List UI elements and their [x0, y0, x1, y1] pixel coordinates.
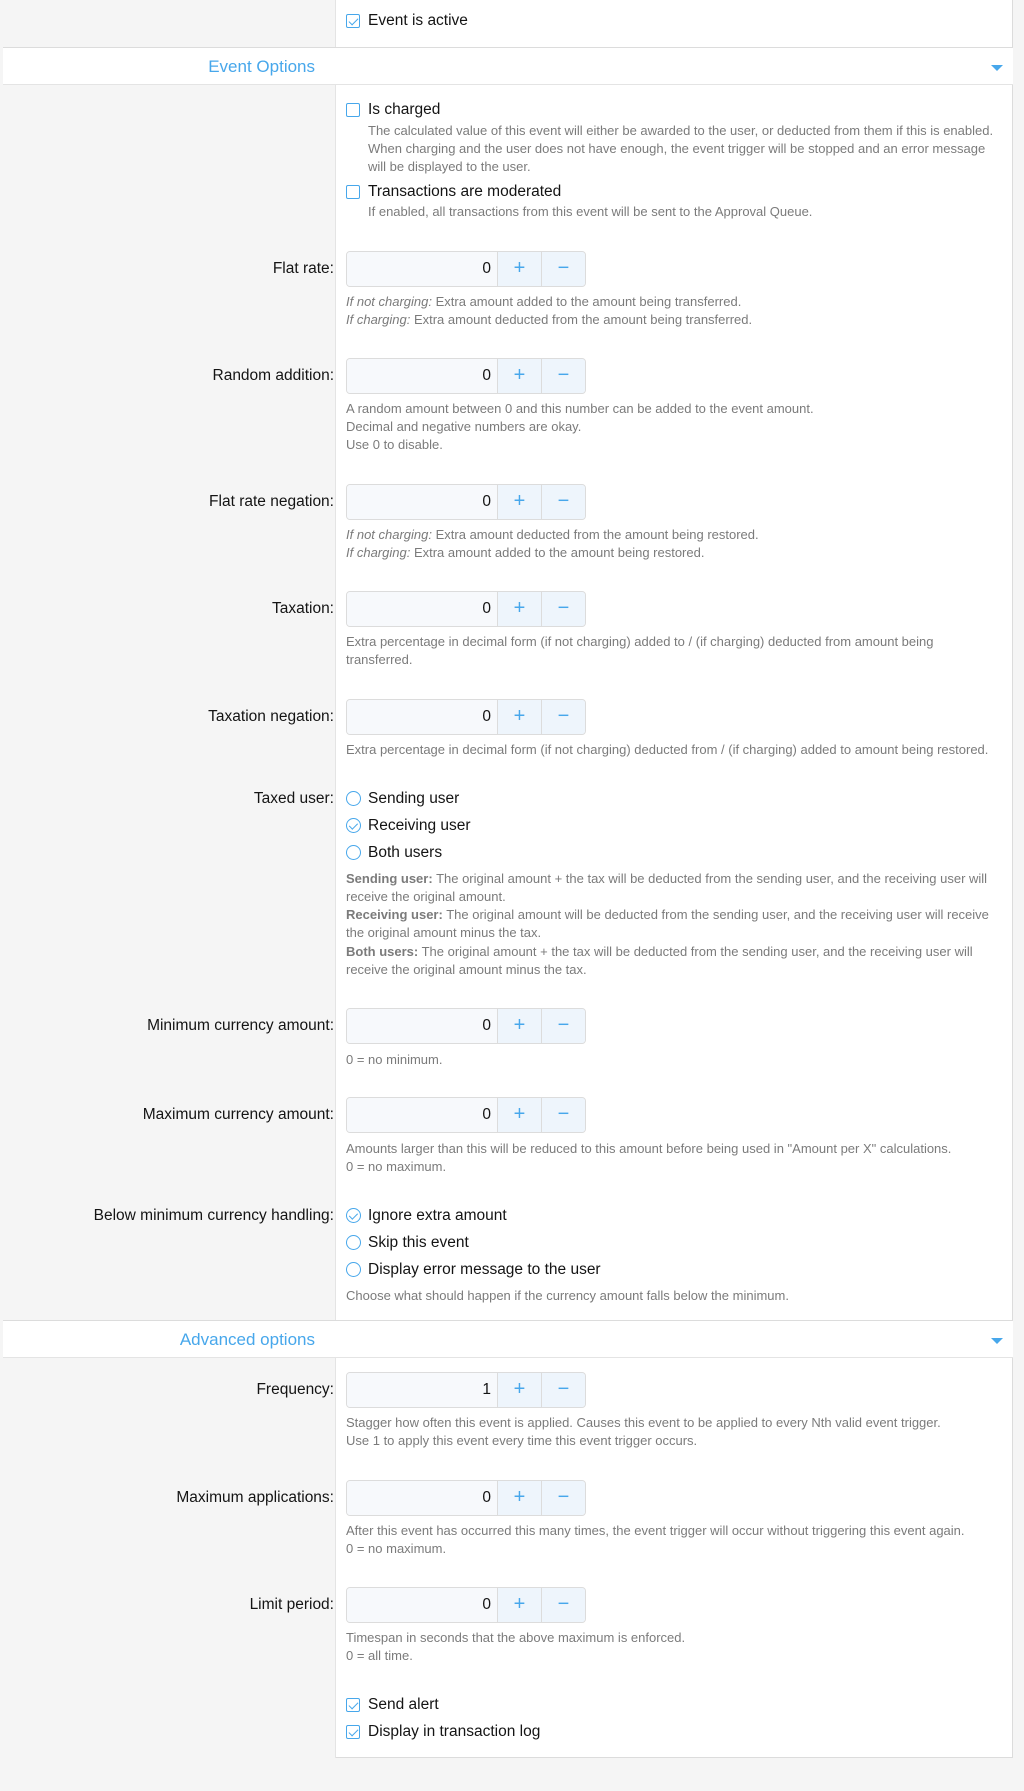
min-currency-label: Minimum currency amount:	[147, 1017, 334, 1034]
chevron-down-icon[interactable]	[991, 65, 1003, 71]
max-applications-label: Maximum applications:	[176, 1489, 334, 1506]
min-currency-input[interactable]	[347, 1009, 497, 1043]
flat-rate-negation-input[interactable]	[347, 485, 497, 519]
send-alert-checkbox[interactable]	[346, 1698, 360, 1712]
max-currency-label: Maximum currency amount:	[142, 1106, 334, 1123]
minus-icon[interactable]: −	[541, 1481, 585, 1515]
max-applications-hint-2: 0 = no maximum.	[346, 1541, 447, 1556]
flat-rate-input[interactable]	[347, 252, 497, 286]
taxed-user-hint-sending: Sending user: The original amount + the tax will be deducted from the sending user, and the receiving user will receive the original amount.	[346, 871, 988, 904]
max-currency-hint-2: 0 = no maximum.	[346, 1159, 447, 1174]
minus-icon[interactable]: −	[541, 1098, 585, 1132]
limit-period-input[interactable]	[347, 1588, 497, 1622]
moderated-label: Transactions are moderated	[368, 183, 562, 200]
plus-icon[interactable]: +	[497, 252, 541, 286]
below-min-option-ignore: Ignore extra amount	[368, 1207, 507, 1224]
below-min-radio-error[interactable]	[346, 1262, 361, 1277]
taxation-hint: Extra percentage in decimal form (if not charging) added to / (if charging) deducted from amount being transferred.	[346, 634, 934, 667]
taxed-user-hint-both: Both users: The original amount + the tax will be deducted from the sending user, and the receiving user will receive the original amount minus the tax.	[346, 944, 973, 977]
moderated-hint: If enabled, all transactions from this event will be sent to the Approval Queue.	[368, 204, 813, 219]
send-alert-label: Send alert	[368, 1696, 439, 1713]
min-currency-hint: 0 = no minimum.	[346, 1052, 443, 1067]
plus-icon[interactable]: +	[497, 1009, 541, 1043]
taxed-user-radio-sending[interactable]	[346, 791, 361, 806]
chevron-down-icon[interactable]	[991, 1338, 1003, 1344]
below-min-hint: Choose what should happen if the currency amount falls below the minimum.	[346, 1288, 789, 1303]
event-active-label: Event is active	[368, 12, 468, 29]
max-currency-stepper	[346, 1097, 586, 1133]
minus-icon[interactable]: −	[541, 1588, 585, 1622]
below-min-radio-ignore[interactable]	[346, 1208, 361, 1223]
flat-rate-negation-hint-2: If charging: Extra amount added to the amount being restored.	[346, 545, 705, 560]
flat-rate-negation-label: Flat rate negation:	[209, 493, 334, 510]
event-options-header[interactable]	[3, 47, 1013, 85]
flat-rate-hint-1: If not charging: Extra amount added to the amount being transferred.	[346, 294, 742, 309]
taxation-stepper	[346, 591, 586, 627]
label-column	[3, 1358, 336, 1758]
frequency-hint-1: Stagger how often this event is applied. Causes this event to be applied to every Nth valid event trigger.	[346, 1415, 941, 1430]
plus-icon[interactable]: +	[497, 485, 541, 519]
is-charged-checkbox[interactable]	[346, 103, 360, 117]
max-currency-hint-1: Amounts larger than this will be reduced to this amount before being used in "Amount per X" calculations.	[346, 1141, 952, 1156]
flat-rate-negation-stepper	[346, 484, 586, 520]
taxed-user-hint-receiving: Receiving user: The original amount will be deducted from the sending user, and the receiving user will receive the original amount minus the tax.	[346, 907, 989, 940]
below-min-label: Below minimum currency handling:	[93, 1207, 334, 1224]
taxation-label: Taxation:	[271, 600, 334, 617]
is-charged-label: Is charged	[368, 101, 441, 118]
is-charged-hint: The calculated value of this event will either be awarded to the user, or deducted from them if this is enabled. When charging and the user does not have enough, the event trigger will be stopped and an error message will be displayed to the user.	[368, 123, 994, 174]
max-applications-input[interactable]	[347, 1481, 497, 1515]
taxation-negation-input[interactable]	[347, 700, 497, 734]
random-addition-hint-1: A random amount between 0 and this number can be added to the event amount.	[346, 401, 814, 416]
plus-icon[interactable]: +	[497, 359, 541, 393]
limit-period-label: Limit period:	[249, 1596, 334, 1613]
flat-rate-label: Flat rate:	[272, 260, 334, 277]
plus-icon[interactable]: +	[497, 1098, 541, 1132]
taxation-negation-hint: Extra percentage in decimal form (if not charging) deducted from / (if charging) added to amount being restored.	[346, 742, 989, 757]
max-currency-input[interactable]	[347, 1098, 497, 1132]
advanced-options-header[interactable]	[3, 1320, 1013, 1358]
taxed-user-option-both: Both users	[368, 844, 443, 861]
random-addition-stepper	[346, 358, 586, 394]
taxed-user-option-receiving: Receiving user	[368, 817, 471, 834]
frequency-label: Frequency:	[256, 1381, 334, 1398]
display-log-label: Display in transaction log	[368, 1723, 541, 1740]
plus-icon[interactable]: +	[497, 1588, 541, 1622]
flat-rate-hint-2: If charging: Extra amount deducted from the amount being transferred.	[346, 312, 753, 327]
frequency-stepper	[346, 1372, 586, 1408]
taxed-user-option-sending: Sending user	[368, 790, 460, 807]
display-log-checkbox[interactable]	[346, 1725, 360, 1739]
frequency-input[interactable]	[347, 1373, 497, 1407]
minus-icon[interactable]: −	[541, 592, 585, 626]
taxation-negation-label: Taxation negation:	[208, 708, 334, 725]
random-addition-label: Random addition:	[212, 367, 334, 384]
plus-icon[interactable]: +	[497, 592, 541, 626]
taxation-input[interactable]	[347, 592, 497, 626]
random-addition-hint-2: Decimal and negative numbers are okay.	[346, 419, 582, 434]
limit-period-stepper	[346, 1587, 586, 1623]
label-column	[3, 0, 336, 47]
flat-rate-negation-hint-1: If not charging: Extra amount deducted from the amount being restored.	[346, 527, 759, 542]
minus-icon[interactable]: −	[541, 252, 585, 286]
taxed-user-label: Taxed user:	[253, 790, 334, 807]
plus-icon[interactable]: +	[497, 1481, 541, 1515]
below-min-option-skip: Skip this event	[368, 1234, 469, 1251]
moderated-checkbox[interactable]	[346, 185, 360, 199]
minus-icon[interactable]: −	[541, 485, 585, 519]
below-min-option-error: Display error message to the user	[368, 1261, 601, 1278]
frequency-hint-2: Use 1 to apply this event every time this event trigger occurs.	[346, 1433, 698, 1448]
plus-icon[interactable]: +	[497, 700, 541, 734]
flat-rate-stepper	[346, 251, 586, 287]
limit-period-hint-2: 0 = all time.	[346, 1648, 413, 1663]
taxation-negation-stepper	[346, 699, 586, 735]
limit-period-hint-1: Timespan in seconds that the above maximum is enforced.	[346, 1630, 686, 1645]
event-active-checkbox[interactable]	[346, 14, 360, 28]
max-applications-hint-1: After this event has occurred this many times, the event trigger will occur without triggering this event again.	[346, 1523, 965, 1538]
advanced-options-title: Advanced options	[179, 1330, 315, 1349]
minus-icon[interactable]: −	[541, 359, 585, 393]
minus-icon[interactable]: −	[541, 700, 585, 734]
taxed-user-radio-both[interactable]	[346, 845, 361, 860]
random-addition-hint-3: Use 0 to disable.	[346, 437, 443, 452]
below-min-radio-skip[interactable]	[346, 1235, 361, 1250]
minus-icon[interactable]: −	[541, 1009, 585, 1043]
minus-icon[interactable]: −	[541, 1373, 585, 1407]
event-options-title: Event Options	[208, 57, 315, 76]
random-addition-input[interactable]	[347, 359, 497, 393]
max-applications-stepper	[346, 1480, 586, 1516]
min-currency-stepper	[346, 1008, 586, 1044]
plus-icon[interactable]: +	[497, 1373, 541, 1407]
taxed-user-radio-receiving[interactable]	[346, 818, 361, 833]
